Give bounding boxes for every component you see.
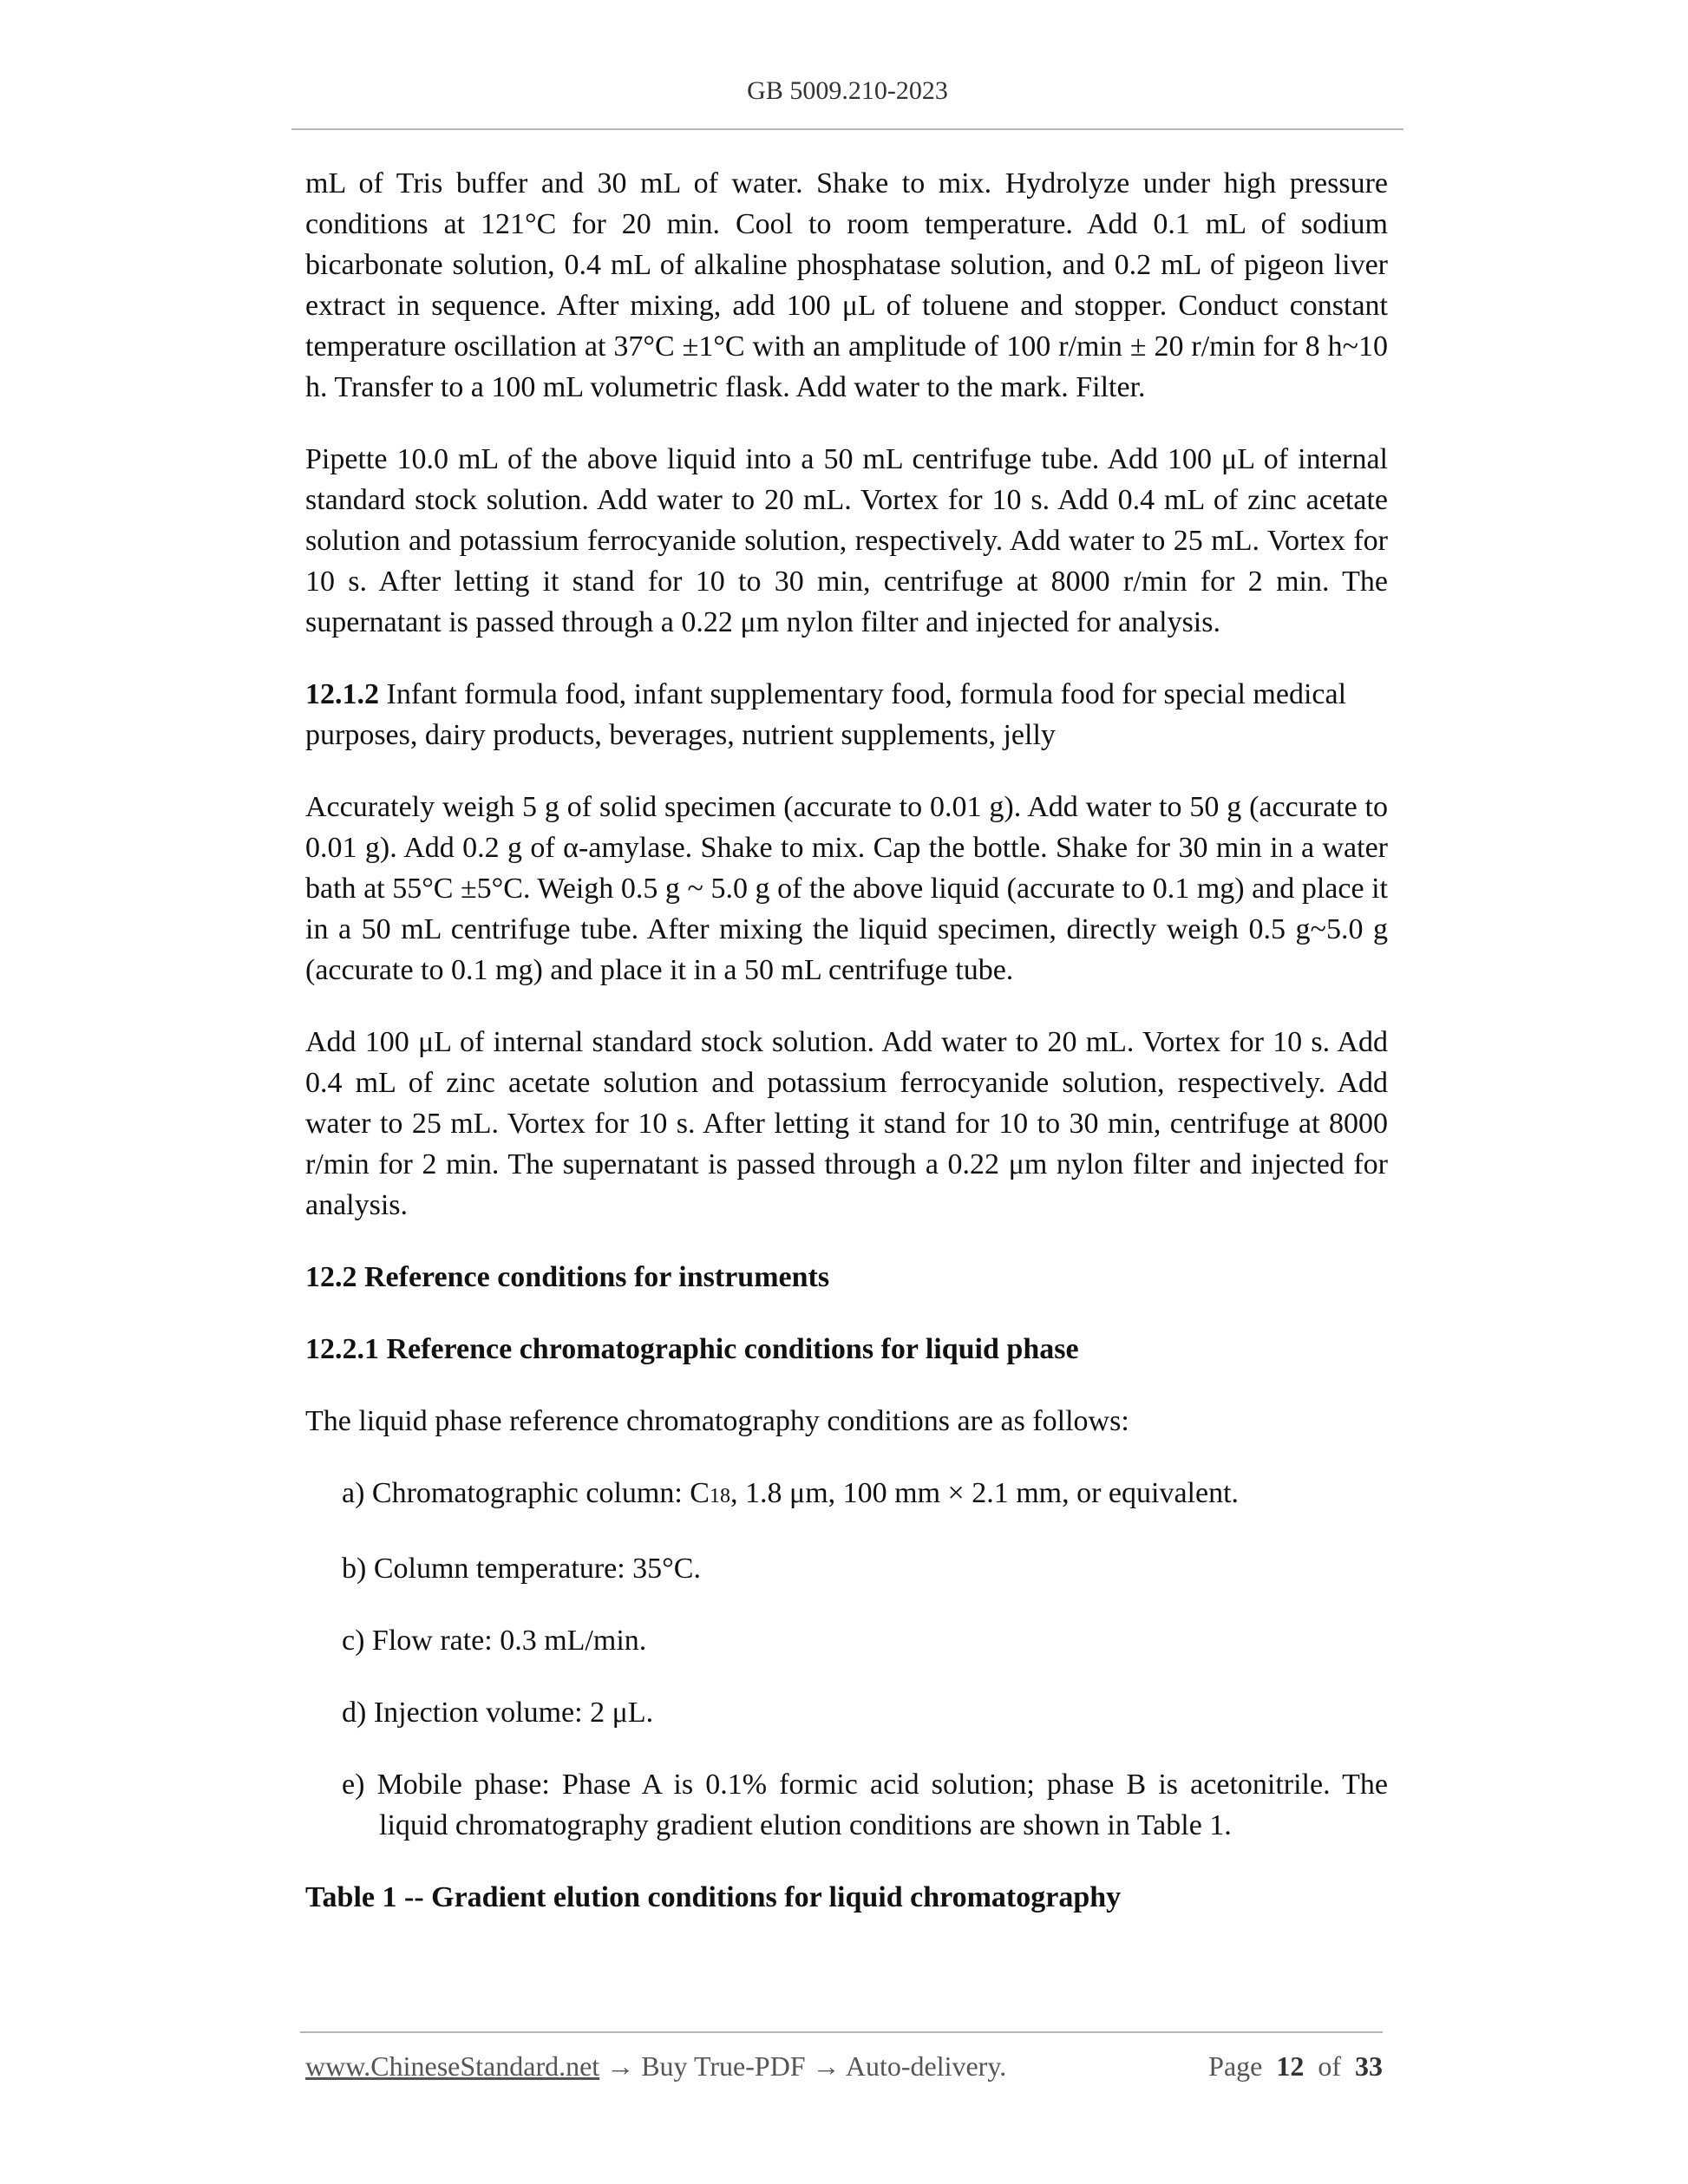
section-number: 12.1.2 [305, 678, 379, 710]
footer-promo-text: → Buy True-PDF → Auto-delivery. [599, 2050, 1007, 2082]
item-a-subscript: 18 [709, 1485, 730, 1507]
header-divider [291, 128, 1403, 130]
list-item-a [342, 1473, 1388, 1517]
list-item-d: d) Injection volume: 2 μL. [342, 1697, 654, 1729]
page-of: of [1318, 2050, 1341, 2082]
section-text: Infant formula food, infant supplementary food, formula food for special medical purposes, dairy products, beverages, nutrient supplements, jelly [305, 678, 1347, 751]
table-caption: Table 1 -- Gradient elution conditions for liquid chromatography [305, 1881, 1122, 1913]
list-item-e: e) Mobile phase: Phase A is 0.1% formic acid solution; phase B is acetonitrile. The liquid chromatography gradient elution conditions are shown in Table 1. [342, 1769, 1388, 1841]
item-a-suffix: , 1.8 μm, 100 mm × 2.1 mm, or equivalent. [730, 1477, 1240, 1509]
section-12-1-2 [305, 674, 1388, 755]
paragraph-internal-standard: Add 100 μL of internal standard stock solution. Add water to 20 mL. Vortex for 10 s. Add 0.4 mL of zinc acetate solution and potassium ferrocyanide solution, respectively. Add water to 25 mL. Vortex for 10 s. After letting it stand for 10 to 30 min, centrifuge at 8000 r/min for 2 min. The supernatant is passed through a 0.22 μm nylon filter and injected for analysis. [305, 1026, 1388, 1221]
page-label: Page [1208, 2050, 1263, 2082]
page-current: 12 [1276, 2050, 1305, 2082]
footer-promo [305, 2050, 1006, 2083]
footer-divider [300, 2031, 1383, 2033]
page-total: 33 [1355, 2050, 1383, 2082]
paragraph-pipette: Pipette 10.0 mL of the above liquid into a 50 mL centrifuge tube. Add 100 μL of internal standard stock solution. Add water to 20 mL. Vortex for 10 s. Add 0.4 mL of zinc acetate solution and potassium ferrocyanide solution, respectively. Add water to 25 mL. Vortex for 10 s. After letting it stand for 10 to 30 min, centrifuge at 8000 r/min for 2 min. The supernatant is passed through a 0.22 μm nylon filter and injected for analysis. [305, 443, 1388, 638]
paragraph-weigh: Accurately weigh 5 g of solid specimen (accurate to 0.01 g). Add water to 50 g (accurate to 0.01 g). Add 0.2 g of α-amylase. Shake to mix. Cap the bottle. Shake for 30 min in a water bath at 55°C ±5°C. Weigh 0.5 g ~ 5.0 g of the above liquid (accurate to 0.1 mg) and place it in a 50 mL centrifuge tube. After mixing the liquid specimen, directly weigh 0.5 g~5.0 g (accurate to 0.1 mg) and place it in a 50 mL centrifuge tube. [305, 791, 1388, 986]
heading-12-2-1: 12.2.1 Reference chromatographic conditions for liquid phase [305, 1333, 1079, 1365]
page-header: GB 5009.210-2023 [747, 76, 948, 105]
conditions-intro: The liquid phase reference chromatography conditions are as follows: [305, 1405, 1129, 1437]
heading-12-2: 12.2 Reference conditions for instruments [305, 1261, 830, 1293]
paragraph-hydrolysis: mL of Tris buffer and 30 mL of water. Shake to mix. Hydrolyze under high pressure conditions at 121°C for 20 min. Cool to room temperature. Add 0.1 mL of sodium bicarbonate solution, 0.4 mL of alkaline phosphatase solution, and 0.2 mL of pigeon liver extract in sequence. After mixing, add 100 μL of toluene and stopper. Conduct constant temperature oscillation at 37°C ±1°C with an amplitude of 100 r/min ± 20 r/min for 8 h~10 h. Transfer to a 100 mL volumetric flask. Add water to the mark. Filter. [305, 167, 1388, 403]
website-link[interactable]: www.ChineseStandard.net [305, 2050, 600, 2082]
page-number [1208, 2050, 1383, 2083]
document-body [305, 163, 1388, 1949]
item-a-prefix: a) Chromatographic column: C [342, 1477, 710, 1509]
page-footer [305, 2050, 1383, 2089]
list-item-b: b) Column temperature: 35°C. [342, 1553, 701, 1585]
list-item-c: c) Flow rate: 0.3 mL/min. [342, 1625, 647, 1657]
